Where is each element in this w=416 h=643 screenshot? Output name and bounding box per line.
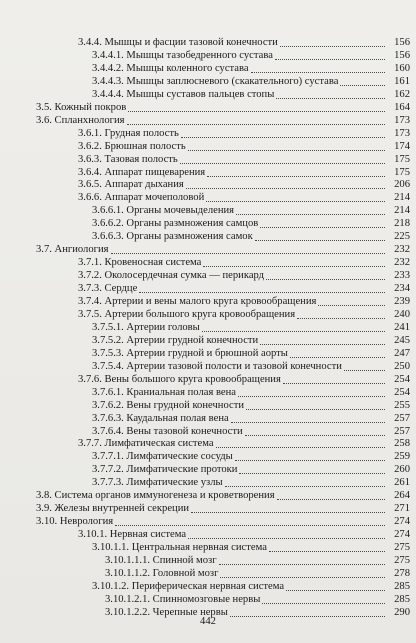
dot-leader <box>245 426 385 436</box>
toc-entry-page: 232 <box>394 244 410 256</box>
toc-entry-title: 3.4.4.1. Мышцы тазобедренного сустава <box>92 49 273 61</box>
toc-entry-title: 3.7.6.4. Вены тазовой конечности <box>92 425 243 437</box>
dot-leader <box>297 309 385 319</box>
toc-entry-title: 3.8. Система органов иммуногенеза и кроветворения <box>36 490 275 502</box>
dot-leader <box>181 128 385 138</box>
dot-leader <box>188 529 385 539</box>
dot-leader <box>318 296 385 306</box>
dot-leader <box>260 218 385 228</box>
toc-entry <box>0 321 416 334</box>
toc-entry-page: 260 <box>394 464 410 476</box>
dot-leader <box>277 490 385 500</box>
toc-entry-title: 3.10.1. Нервная система <box>78 529 187 541</box>
toc-entry-page: 164 <box>394 101 410 113</box>
toc-entry <box>0 554 416 567</box>
toc-entry <box>0 101 416 114</box>
toc-entry <box>0 114 416 127</box>
toc-entry-title: 3.6.5. Аппарат дыхания <box>78 179 184 191</box>
dot-leader <box>238 387 385 397</box>
toc-entry-page: 206 <box>394 179 410 191</box>
toc-entry-page: 162 <box>394 88 410 100</box>
toc-entry-title: 3.4.4.3. Мышцы заплюсневого (скакательного) сустава <box>92 75 339 87</box>
toc-entry <box>0 541 416 554</box>
toc-entry-page: 214 <box>394 192 410 204</box>
toc-entry-page: 290 <box>394 606 410 618</box>
dot-leader <box>139 283 385 293</box>
dot-leader <box>266 270 385 280</box>
dot-leader <box>260 335 385 345</box>
dot-leader <box>290 348 385 358</box>
dot-leader <box>236 205 385 215</box>
toc-entry-title: 3.10.1.2. Периферическая нервная система <box>92 580 285 592</box>
dot-leader <box>280 37 385 47</box>
toc-entry-title: 3.6.3. Тазовая полость <box>78 153 178 165</box>
dot-leader <box>111 244 385 254</box>
toc-entry-page: 214 <box>394 205 410 217</box>
dot-leader <box>235 451 385 461</box>
toc-entry <box>0 140 416 153</box>
toc-entry <box>0 282 416 295</box>
toc-entry <box>0 515 416 528</box>
toc-entry-title: 3.6.2. Брюшная полость <box>78 140 186 152</box>
toc-entry-title: 3.7.3. Сердце <box>78 283 138 295</box>
toc-entry <box>0 450 416 463</box>
toc-entry-title: 3.7.7.1. Лимфатические сосуды <box>92 451 233 463</box>
toc-entry <box>0 49 416 62</box>
toc-entry <box>0 204 416 217</box>
dot-leader <box>283 374 385 384</box>
toc-entry <box>0 567 416 580</box>
toc-entry-title: 3.5. Кожный покров <box>36 101 127 113</box>
toc-entry-page: 174 <box>394 140 410 152</box>
toc-entry-title: 3.7.6.2. Вены грудной конечности <box>92 399 245 411</box>
dot-leader <box>216 438 385 448</box>
toc-entry-page: 239 <box>394 296 410 307</box>
dot-leader <box>186 179 385 189</box>
toc-entry <box>0 360 416 373</box>
toc-entry-page: 173 <box>394 114 410 126</box>
dot-leader <box>188 141 385 151</box>
toc-entry-page: 264 <box>394 490 410 502</box>
toc-entry-page: 255 <box>394 399 410 411</box>
toc-entry-title: 3.6.1. Грудная полость <box>78 127 179 139</box>
toc-entry <box>0 308 416 321</box>
page-number: 442 <box>200 616 216 627</box>
toc-entry <box>0 580 416 593</box>
dot-leader <box>219 555 385 565</box>
toc-entry-title: 3.7.2. Околосердечная сумка — перикард <box>78 270 265 282</box>
dot-leader <box>239 464 385 474</box>
toc-entry-page: 156 <box>394 37 410 48</box>
toc-entry <box>0 502 416 515</box>
dot-leader <box>340 76 385 86</box>
toc-entry <box>0 62 416 75</box>
toc-entry-page: 258 <box>394 438 410 450</box>
toc-entry <box>0 75 416 88</box>
dot-leader <box>220 568 385 578</box>
toc-entry-page: 247 <box>394 347 410 359</box>
toc-entry-page: 285 <box>394 580 410 592</box>
toc-entry <box>0 36 416 49</box>
toc-entry-page: 175 <box>394 153 410 165</box>
toc-entry <box>0 347 416 360</box>
toc-entry-title: 3.7.4. Артерии и вены малого круга кровообращения <box>78 296 317 307</box>
toc-entry <box>0 295 416 308</box>
toc-entry-title: 3.10.1.2.2. Черепные нервы <box>105 606 228 618</box>
dot-leader <box>180 154 385 164</box>
toc-entry <box>0 386 416 399</box>
toc-entry <box>0 412 416 425</box>
toc-entry-page: 285 <box>394 593 410 605</box>
toc-entry-title: 3.4.4. Мышцы и фасции тазовой конечности <box>78 37 278 48</box>
toc-entry <box>0 489 416 502</box>
toc-entry-title: 3.7.7.3. Лимфатические узлы <box>92 477 223 489</box>
toc-entry-page: 257 <box>394 412 410 424</box>
toc-entry-page: 225 <box>394 231 410 243</box>
dot-leader <box>286 581 385 591</box>
toc-entry-title: 3.6.6.1. Органы мочевыделения <box>92 205 235 217</box>
toc-entry <box>0 256 416 269</box>
toc-entry-title: 3.10. Неврология <box>36 516 114 528</box>
toc-entry-page: 257 <box>394 425 410 437</box>
toc-entry-page: 274 <box>394 516 410 528</box>
toc-entry <box>0 269 416 282</box>
toc-entry-title: 3.10.1.1.2. Головной мозг <box>105 567 219 579</box>
toc-entry-title: 3.10.1.2.1. Спинномозговые нервы <box>105 593 261 605</box>
toc-entry <box>0 593 416 606</box>
toc-entry-title: 3.7.7. Лимфатическая система <box>78 438 214 450</box>
toc-entry <box>0 425 416 438</box>
dot-leader <box>115 516 385 526</box>
toc-entry-page: 254 <box>394 386 410 398</box>
toc-entry-title: 3.6. Спланхнология <box>36 114 125 126</box>
dot-leader <box>262 594 385 604</box>
dot-leader <box>276 89 385 99</box>
toc-entry <box>0 476 416 489</box>
toc-entry-title: 3.7.5. Артерии большого круга кровообращения <box>78 308 296 320</box>
toc-entry <box>0 178 416 191</box>
toc-entry-page: 250 <box>394 360 410 372</box>
toc-entry-page: 275 <box>394 555 410 566</box>
toc-entry-page: 234 <box>394 283 410 295</box>
toc-entry-page: 173 <box>394 127 410 139</box>
toc-entry-title: 3.10.1.1. Центральная нервная система <box>92 542 267 554</box>
dot-leader <box>127 115 385 125</box>
toc-entry-page: 278 <box>394 567 410 579</box>
toc-entry-title: 3.4.4.2. Мышцы коленного сустава <box>92 62 249 74</box>
toc-entry <box>0 217 416 230</box>
toc-entry <box>0 127 416 140</box>
toc-entry-page: 156 <box>394 49 410 61</box>
toc-entry-title: 3.7.5.1. Артерии головы <box>92 321 200 333</box>
toc-entry-title: 3.9. Железы внутренней секреции <box>36 503 190 515</box>
toc-entry <box>0 437 416 450</box>
dot-leader <box>344 361 385 371</box>
toc-entry-page: 245 <box>394 334 410 346</box>
toc-entry-title: 3.7.6.1. Краниальная полая вена <box>92 386 236 398</box>
toc-entry <box>0 153 416 166</box>
toc-entry-page: 274 <box>394 529 410 541</box>
toc-entry-page: 275 <box>394 542 410 554</box>
toc-entry-page: 233 <box>394 270 410 282</box>
dot-leader <box>246 400 385 410</box>
dot-leader <box>207 167 385 177</box>
toc-entry <box>0 191 416 204</box>
toc-entry-title: 3.7.7.2. Лимфатические протоки <box>92 464 238 476</box>
toc-entry-page: 254 <box>394 373 410 385</box>
toc-entry-title: 3.7.6. Вены большого круга кровообращения <box>78 373 281 385</box>
dot-leader <box>203 257 385 267</box>
toc-entry-title: 3.7.1. Кровеносная система <box>78 257 202 269</box>
toc-entry <box>0 166 416 179</box>
dot-leader <box>255 231 385 241</box>
toc-entry-title: 3.7. Ангиология <box>36 244 109 256</box>
toc-entry-page: 161 <box>394 75 410 87</box>
toc-entry-page: 160 <box>394 62 410 74</box>
toc-entry <box>0 373 416 386</box>
dot-leader <box>251 63 385 73</box>
dot-leader <box>275 50 385 60</box>
toc-entry-title: 3.7.5.2. Артерии грудной конечности <box>92 334 259 346</box>
toc-entry-page: 218 <box>394 218 410 230</box>
toc-entry-page: 232 <box>394 257 410 269</box>
dot-leader <box>269 542 385 552</box>
toc-entry-page: 259 <box>394 451 410 463</box>
toc-entry <box>0 243 416 256</box>
toc-entry-page: 175 <box>394 166 410 178</box>
toc-entry-page: 240 <box>394 308 410 320</box>
toc-entry-title: 3.6.6.2. Органы размножения самцов <box>92 218 259 230</box>
dot-leader <box>202 322 385 332</box>
toc-entry <box>0 463 416 476</box>
toc-entry <box>0 230 416 243</box>
toc-entry <box>0 88 416 101</box>
toc-entry-title: 3.7.6.3. Каудальная полая вена <box>92 412 229 424</box>
toc-entry-title: 3.6.6. Аппарат мочеполовой <box>78 192 205 204</box>
toc-entry-title: 3.7.5.4. Артерии тазовой полости и тазовой конечности <box>92 360 342 372</box>
dot-leader <box>225 477 385 487</box>
toc-entry-page: 261 <box>394 477 410 489</box>
dot-leader <box>206 192 385 202</box>
dot-leader <box>231 413 385 423</box>
toc-entry <box>0 334 416 347</box>
toc-entry-title: 3.6.6.3. Органы размножения самок <box>92 231 253 243</box>
toc-entry-title: 3.10.1.1.1. Спинной мозг <box>105 555 217 566</box>
dot-leader <box>128 102 385 112</box>
toc-entry-page: 271 <box>394 503 410 515</box>
toc-entry-title: 3.4.4.4. Мышцы суставов пальцев стопы <box>92 88 275 100</box>
toc-entry <box>0 528 416 541</box>
toc-entry-page: 241 <box>394 321 410 333</box>
dot-leader <box>191 503 385 513</box>
toc-entry-title: 3.6.4. Аппарат пищеварения <box>78 166 206 178</box>
toc-entry-title: 3.7.5.3. Артерии грудной и брюшной аорты <box>92 347 288 359</box>
toc-entry <box>0 399 416 412</box>
